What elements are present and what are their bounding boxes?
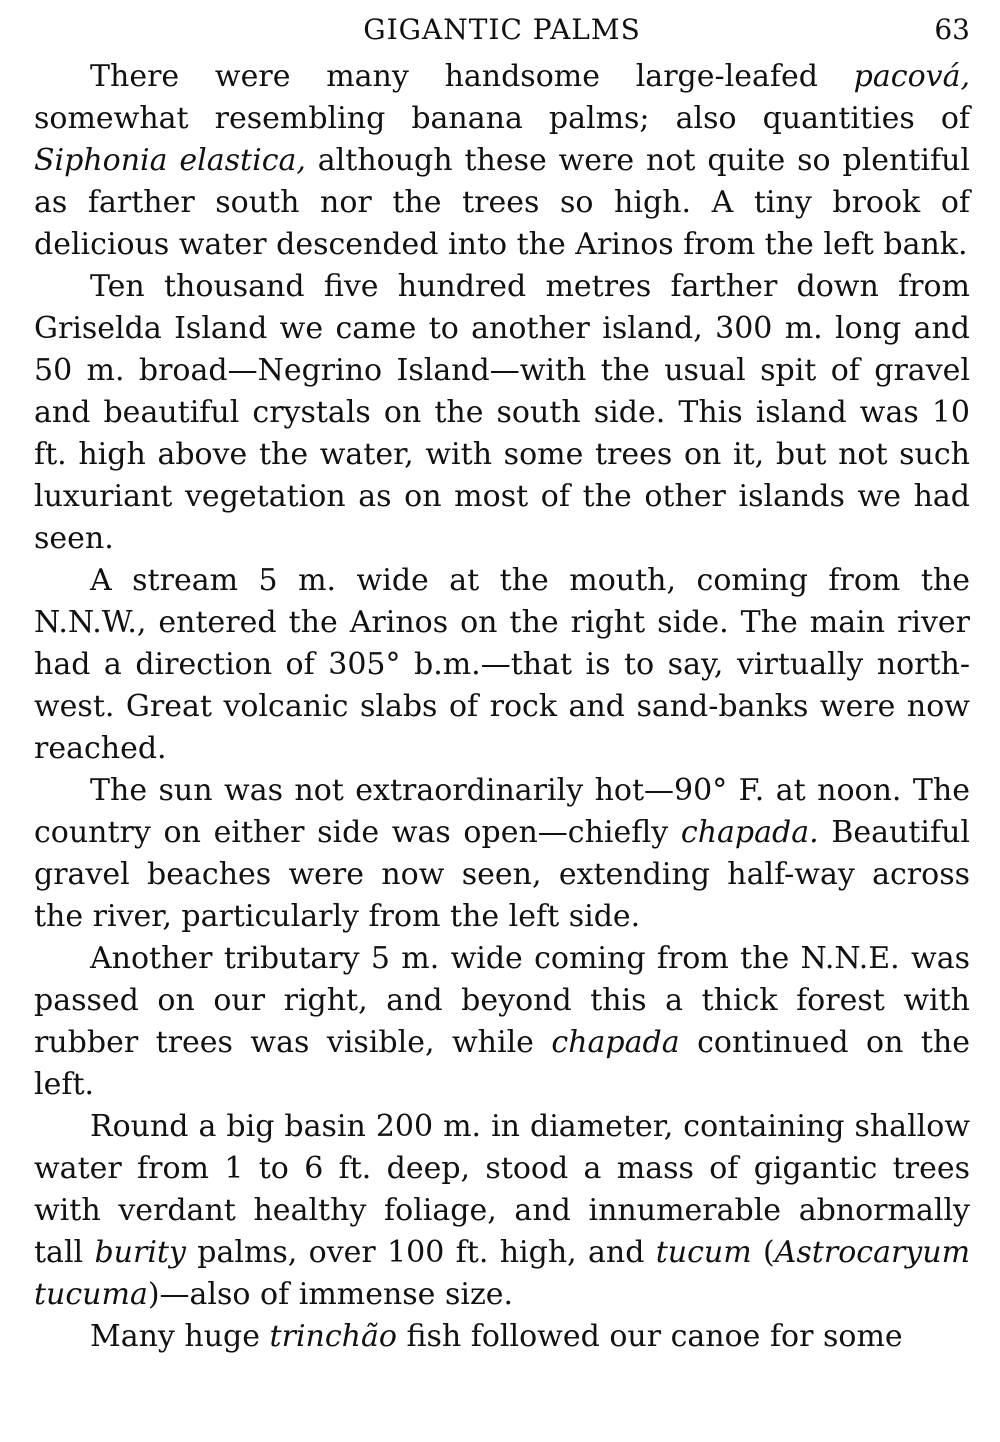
italic-term: burity: [94, 1235, 186, 1270]
italic-term: tucum: [655, 1235, 752, 1270]
text-run: A stream 5 m. wide at the mouth, coming from the N.N.W., entered the Arinos on the right side. The main river had a direction of 305° b.m.—that is to say, virtually north-west. Great volcanic slabs of rock and sand-banks were now reached.: [34, 563, 970, 766]
running-title: GIGANTIC PALMS: [363, 13, 641, 46]
paragraph: [34, 560, 970, 770]
paragraph: [34, 770, 970, 938]
text-run: Another tributary 5 m. wide coming from the N.N.E. was passed on our right, and beyond this a thick forest with rubber trees was visible, while: [34, 941, 970, 1060]
italic-term: Astrocaryum tucuma: [34, 1235, 971, 1312]
paragraph: [34, 1316, 970, 1358]
italic-term: chapada: [551, 1025, 680, 1060]
text-run: Many huge: [90, 1319, 270, 1354]
text-run: Beautiful gravel beaches were now seen, extending half-way across the river, particularly from the left side.: [34, 815, 970, 934]
text-run: fish followed our canoe for some: [396, 1319, 903, 1354]
paragraph: [34, 56, 970, 266]
book-page: [34, 4, 970, 1358]
italic-term: pacová,: [853, 59, 970, 94]
paragraph: [34, 938, 970, 1106]
text-run: There were many handsome large-leafed: [90, 59, 854, 94]
running-head: [34, 4, 970, 56]
page-number: 63: [934, 13, 970, 46]
text-run: (: [751, 1235, 775, 1270]
paragraph: [34, 266, 970, 560]
italic-term: Siphonia elastica,: [34, 143, 306, 178]
italic-term: trinchão: [269, 1319, 397, 1354]
italic-term: chapada.: [680, 815, 819, 850]
text-run: Ten thousand five hundred metres farther down from Griselda Island we came to another island, 300 m. long and 50 m. broad—Negrino Island—with the usual spit of gravel and beautiful crystals on the south side. This island was 10 ft. high above the water, with some trees on it, but not such luxuriant vegetation as on most of the other islands we had seen.: [34, 269, 970, 556]
text-run: The sun was not extraordinarily hot—90° F. at noon. The country on either side was open—chiefly: [34, 773, 970, 850]
text-run: somewhat resembling banana palms; also quantities of: [34, 101, 970, 136]
text-run: Round a big basin 200 m. in diameter, containing shallow water from 1 to 6 ft. deep, stood a mass of gigantic trees with verdant healthy foliage, and innumerable abnormally tall: [34, 1109, 970, 1270]
text-run: )—also of immense size.: [147, 1277, 514, 1312]
text-run: continued on the left.: [34, 1025, 971, 1102]
paragraph: [34, 1106, 970, 1316]
body-text: [34, 56, 970, 1358]
text-run: although these were not quite so plentiful as farther south nor the trees so high. A tiny brook of delicious water descended into the Arinos from the left bank.: [34, 143, 970, 262]
text-run: palms, over 100 ft. high, and: [185, 1235, 656, 1270]
